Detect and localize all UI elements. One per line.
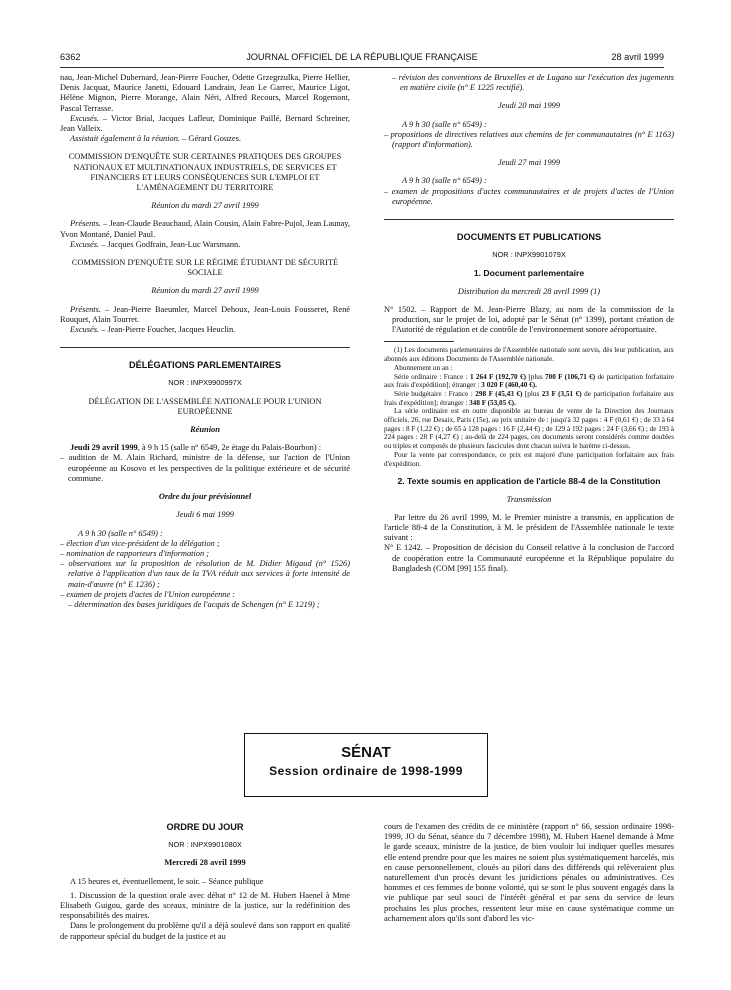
- time-room-line: A 9 h 30 (salle n° 6549) :: [402, 119, 487, 129]
- senat-session: Session ordinaire de 1998-1999: [269, 764, 463, 778]
- agenda-item: – élection d'un vice-président de la délégation ;: [60, 538, 220, 548]
- seance-line: A 15 heures et, éventuellement, le soir. – Séance publique: [70, 876, 264, 886]
- footnote-text: Abonnement un an :: [394, 363, 453, 372]
- presents-names: – Jean-Claude Beauchaud, Alain Cousin, Alain Fabre-Pujol, Jean Launay, Yvon Montané, Daniel Paul.: [60, 219, 350, 239]
- price: 348 F (53,05 €).: [469, 398, 516, 407]
- distribution-line: Distribution du mercredi 28 avril 1999 (1): [457, 286, 601, 296]
- footnote-text: de participation forfaitaire aux frais d'expédition]; étranger :: [384, 372, 674, 390]
- header-rule: [60, 67, 664, 68]
- footnote-text: de participation forfaitaire aux frais d'expédition]; étranger :: [384, 389, 674, 407]
- footnote-text: La série ordinaire est en outre disponible au bureau de vente de la Direction des Journaux officiels, 26, rue Desaix, Paris (15e), au prix unitaire de : jusqu'à 32 pages : 4 F (0,61 €) ; de 33 à 64 pages : 8 F (1,22 €) ; de 65 à 128 pages : 16 F (2,44 €) ; de 129 à 192 pages : 24 F (3,66 €) ; de 193 à 224 pages : 28 F (4,27 €) ; au-delà de 224 pages, ces documents seront considérés comme doubles ou triples et composés de plusieurs fascicules dont chacun suivra le barème ci-dessus.: [384, 407, 674, 451]
- senat-title: SÉNAT: [341, 744, 391, 761]
- footnote-serie-ordinaire: [384, 373, 674, 390]
- section-rule: [60, 347, 350, 348]
- jeudi-20-heading: Jeudi 20 mai 1999: [497, 101, 561, 111]
- footnote-text: [plus: [525, 372, 546, 381]
- footnote-rule: [384, 341, 454, 342]
- senat-section-box: [244, 733, 488, 797]
- agenda-item: – observations sur la proposition de résolution de M. Didier Migaud (n° 1526) relative à l'application d'un taux de la TVA réduit aux services à forte intensité de main-d'œuvre (n° E 1236) ;: [60, 559, 350, 589]
- commission-title-1: COMMISSION D'ENQUÊTE SUR CERTAINES PRATIQUES DES GROUPES NATIONAUX ET MULTINATIONAUX INDUSTRIELS, DE SERVICES ET FINANCIERS ET LEURS CONSÉQUENCES SUR L'EMPLOI ET L'AMÉNAGEMENT DU TERRITOIRE: [68, 152, 342, 193]
- footnote: [384, 346, 674, 468]
- excuses-names: – Jacques Godfrain, Jean-Luc Warsmann.: [99, 239, 241, 249]
- audition-item: – audition de M. Alain Richard, ministre de la défense, sur l'action de l'Union européenne au Kosovo et les perspectives de la politique extérieure et de sécurité commune.: [60, 453, 350, 483]
- delegations-heading: DÉLÉGATIONS PARLEMENTAIRES: [128, 360, 282, 371]
- document-1502: N° 1502. – Rapport de M. Jean-Pierre Blazy, au nom de la commission de la production, sur le projet de loi, adopté par le Sénat (n° 1399), portant création de l'Autorité de régulation et de contrôle de l'environnement sonore aéroportuaire.: [384, 304, 674, 335]
- excuses-names: – Victor Brial, Jacques Lafleur, Dominique Paillé, Bernard Schreiner, Jean Valleix.: [60, 113, 350, 134]
- price: 700 F (106,71 €): [545, 372, 596, 381]
- assistait-label: Assistait également à la réunion.: [70, 134, 181, 144]
- reunion-heading: Réunion: [190, 425, 220, 435]
- presents-paragraph-1: [60, 219, 350, 239]
- reunion-date-1: Réunion du mardi 27 avril 1999: [151, 201, 259, 211]
- excuses-label: Excusés.: [70, 113, 100, 123]
- agenda-item: – examen de projets d'actes de l'Union européenne :: [60, 589, 236, 599]
- delegation-title: DÉLÉGATION DE L'ASSEMBLÉE NATIONALE POUR L'UNION EUROPÉENNE: [88, 396, 322, 416]
- jeudi-29-paragraph: [60, 443, 350, 453]
- assistait-paragraph: [60, 134, 350, 144]
- texte-soumis-heading: 2. Texte soumis en application de l'article 88-4 de la Constitution: [397, 476, 661, 487]
- transmission-paragraph: Par lettre du 26 avril 1999, M. le Premier ministre a transmis, en application de l'article 88-4 de la Constitution, à M. le président de l'Assemblée nationale le texte suivant :: [384, 512, 674, 543]
- excuses-paragraph-1: [60, 240, 350, 250]
- presents-label: Présents.: [70, 304, 101, 314]
- page-header: [60, 52, 664, 66]
- time-room-line: A 9 h 30 (salle n° 6549) :: [78, 528, 163, 538]
- time-room-line: A 9 h 30 (salle n° 6549) :: [402, 176, 487, 186]
- excuses-paragraph-2: [60, 325, 350, 335]
- attendees-list: nau, Jean-Michel Dubernard, Jean-Pierre Foucher, Odette Grzegrzulka, Pierre Hellier, Denis Jacquat, Maurice Janetti, Edouard Landrain, Jean Le Garrec, Maurice Ligot, Hélène Mignon, Pierre Morange, Alain Néri, Alfred Recours, Marcel Rogemont, Pascal Terrasse.: [60, 73, 350, 113]
- footnote-text: Série budgétaire : France :: [394, 389, 476, 398]
- journal-title: JOURNAL OFFICIEL DE LA RÉPUBLIQUE FRANÇAISE: [246, 52, 478, 62]
- price: 1 264 F (192,70 €): [469, 372, 526, 381]
- excuses-paragraph: [60, 114, 350, 134]
- transmission-heading: Transmission: [506, 494, 552, 504]
- presents-names: – Jean-Pierre Baeumler, Marcel Dehoux, Jean-Louis Fousseret, René Rouquet, Alain Tourret.: [60, 304, 350, 324]
- presents-label: Présents.: [70, 219, 101, 229]
- agenda-item: – examen de propositions d'actes communautaires et de projets d'actes de l'Union européenne.: [384, 186, 674, 206]
- agenda-item: – nomination de rapporteurs d'information ;: [60, 548, 210, 558]
- left-column: [60, 73, 350, 610]
- header-date: 28 avril 1999: [611, 52, 664, 62]
- question-text: cours de l'examen des crédits de ce ministère (rapport n° 66, session ordinaire 1998-1999, JO du Sénat, séance du 7 décembre 1998), M. Hubert Haenel demande à Mme le garde sceaux, ministre de la justice, de bien vouloir lui indiquer quelles mesures elle entend prendre pour que les maires ne soient plus systématiquement harcelés, mis en cause personnellement, cloués au pilori dans des différends qui relèveraient plus naturellement d'un procès devant les juridictions pénales ou administratives. Ces hommes et ces femmes de bonne volonté, qui se sont le plus souvent engagés dans la vie publique par seul souci de l'intérêt général et par sens du service de leurs prochains les plus proches, ressentent leur mise en cause systématique comme un acharnement alors qu'ils sont d'abord les vic-: [384, 822, 674, 923]
- excuses-label: Excusés.: [70, 325, 100, 335]
- excuses-label: Excusés.: [70, 239, 100, 249]
- page-number: 6362: [60, 52, 81, 62]
- agenda-item-1-continued: Dans le prolongement du problème qu'il a déjà soulevé dans son rapport en qualité de rapporteur spécial du budget de la justice et au: [60, 921, 350, 941]
- agenda-item-1: 1. Discussion de la question orale avec débat n° 12 de M. Hubert Haenel à Mme Elisabeth Guigou, garde des sceaux, ministre de la justice, sur la redéfinition des responsabilités des maires.: [60, 890, 350, 921]
- jeudi-29-details: , à 9 h 15 (salle n° 6549, 2e étage du Palais-Bourbon) :: [137, 443, 322, 453]
- ordre-du-jour-heading: ORDRE DU JOUR: [166, 822, 244, 832]
- footnote-text: Série ordinaire : France :: [394, 372, 470, 381]
- footnote-text: Pour la vente par correspondance, ce prix est majoré d'une participation forfaitaire aux frais d'expédition.: [384, 450, 674, 468]
- jeudi-6-heading: Jeudi 6 mai 1999: [176, 510, 234, 520]
- right-column: [384, 73, 674, 574]
- senat-right-column: [384, 822, 674, 924]
- presents-paragraph-2: [60, 305, 350, 325]
- jeudi-27-heading: Jeudi 27 mai 1999: [497, 158, 561, 168]
- price: 298 F (45,43 €): [475, 389, 523, 398]
- document-e1242: N° E 1242. – Proposition de décision du Conseil relative à la conclusion de l'accord de coopération entre la Communauté européenne et la République populaire du Bangladesh (COM [99] 155 final).: [384, 543, 674, 573]
- ordre-previsionnel-heading: Ordre du jour prévisionnel: [158, 492, 252, 502]
- agenda-subitem: – détermination des bases juridiques de l'acquis de Schengen (n° E 1219) ;: [68, 599, 320, 609]
- nor-reference: NOR : INPX9901079X: [492, 250, 566, 260]
- mercredi-heading: Mercredi 28 avril 1999: [164, 858, 246, 868]
- senat-left-column: [60, 822, 350, 942]
- documents-heading: DOCUMENTS ET PUBLICATIONS: [456, 232, 602, 243]
- reunion-date-2: Réunion du mardi 27 avril 1999: [151, 286, 259, 296]
- price: 23 F (3,51 €): [541, 389, 582, 398]
- nor-reference: NOR : INPX9900997X: [168, 378, 242, 388]
- nor-reference: NOR : INPX9901080X: [168, 840, 242, 850]
- price: 3 020 F (460,40 €).: [481, 381, 537, 390]
- excuses-names: – Jean-Pierre Foucher, Jacques Heuclin.: [99, 325, 236, 335]
- footnote-serie-budgetaire: [384, 390, 674, 407]
- commission-title-2: COMMISSION D'ENQUÊTE SUR LE RÉGIME ÉTUDIANT DE SÉCURITÉ SOCIALE: [71, 258, 339, 278]
- agenda-subitem: – révision des conventions de Bruxelles et de Lugano sur l'exécution des jugements en matière civile (n° E 1225 rectifié).: [392, 73, 674, 93]
- jeudi-29-date: Jeudi 29 avril 1999: [70, 443, 138, 453]
- footnote-text: [plus: [522, 389, 542, 398]
- footnote-text: (1) Les documents parlementaires de l'Assemblée nationale sont servis, dès leur publication, aux abonnés aux éditions Documents de l'Assemblée nationale.: [384, 346, 674, 364]
- agenda-item: – propositions de directives relatives aux chemins de fer communautaires (n° E 1163) (rapport d'information).: [384, 129, 674, 150]
- section-rule: [384, 219, 674, 220]
- document-parlementaire-heading: 1. Document parlementaire: [473, 268, 585, 279]
- assistait-names: – Gérard Gouzes.: [180, 134, 241, 144]
